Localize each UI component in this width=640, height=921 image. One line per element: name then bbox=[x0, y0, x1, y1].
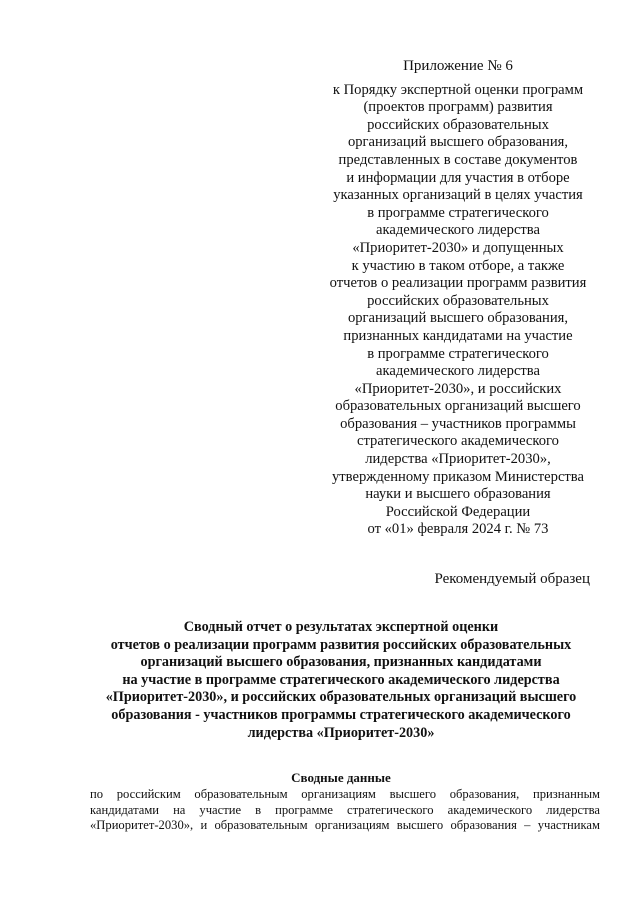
appendix-line: от «01» февраля 2024 г. № 73 bbox=[367, 521, 549, 538]
appendix-line: утвержденному приказом Министерства bbox=[332, 468, 584, 485]
report-title-line: Сводный отчет о результатах экспертной оценки bbox=[183, 619, 499, 635]
appendix-line: к участию в таком отборе, а также bbox=[351, 257, 565, 274]
appendix-line: и информации для участия в отборе bbox=[346, 169, 570, 186]
appendix-line: отчетов о реализации программ развития bbox=[329, 275, 587, 292]
appendix-line: «Приоритет-2030» и допущенных bbox=[352, 239, 564, 256]
appendix-line: российских образовательных bbox=[367, 292, 549, 309]
appendix-line: в программе стратегического bbox=[367, 204, 549, 221]
report-title-line: образования - участников программы стратегического академического bbox=[111, 706, 571, 723]
appendix-line: стратегического академического bbox=[357, 433, 559, 450]
report-title-line: на участие в программе стратегического академического лидерства bbox=[122, 671, 560, 688]
report-title bbox=[60, 619, 622, 742]
report-title-line: лидерства «Приоритет-2030» bbox=[247, 724, 435, 741]
appendix-line: организаций высшего образования, bbox=[347, 134, 569, 151]
appendix-line: науки и высшего образования bbox=[365, 486, 551, 503]
appendix-line: образования – участников программы bbox=[340, 415, 576, 432]
appendix-line: указанных организаций в целях участия bbox=[333, 187, 583, 204]
appendix-line: образовательных организаций высшего bbox=[335, 398, 581, 415]
appendix-line: в программе стратегического bbox=[367, 345, 549, 362]
report-title-line: организаций высшего образования, признанных кандидатами bbox=[140, 654, 542, 671]
sample-label: Рекомендуемый образец bbox=[434, 571, 590, 587]
appendix-line: организаций высшего образования, bbox=[347, 310, 569, 327]
report-title-line: «Приоритет-2030», и российских образовательных организаций высшего bbox=[105, 689, 577, 706]
appendix-line: академического лидерства bbox=[376, 222, 540, 239]
appendix-line: лидерства «Приоритет-2030», bbox=[365, 451, 551, 468]
appendix-line: «Приоритет-2030», и российских bbox=[354, 380, 562, 397]
appendix-line: академического лидерства bbox=[376, 363, 540, 380]
report-title-line: отчетов о реализации программ развития российских образовательных bbox=[110, 636, 572, 653]
appendix-line: российских образовательных bbox=[367, 116, 549, 133]
summary-heading: Сводные данные bbox=[291, 770, 391, 785]
appendix-line: Российской Федерации bbox=[385, 503, 531, 520]
summary-line: «Приоритет-2030», и образовательным организациям высшего образования – участникам bbox=[90, 818, 600, 833]
appendix-line: представленных в составе документов bbox=[338, 151, 578, 168]
summary-line: кандидатами на участие в программе стратегического академического лидерства bbox=[90, 802, 600, 817]
appendix-header bbox=[318, 58, 598, 539]
appendix-line: признанных кандидатами на участие bbox=[343, 327, 573, 344]
summary-line: по российским образовательным организациям высшего образования, признанным bbox=[90, 787, 600, 801]
summary-paragraph bbox=[90, 787, 600, 834]
appendix-line: (проектов программ) развития bbox=[363, 99, 553, 116]
appendix-line: к Порядку экспертной оценки программ bbox=[332, 81, 584, 98]
appendix-title: Приложение № 6 bbox=[403, 58, 513, 74]
